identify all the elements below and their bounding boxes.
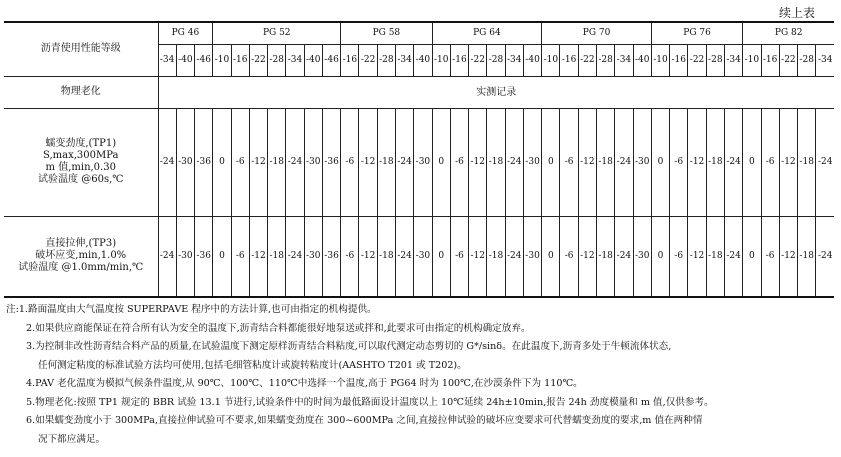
tension-value-cell: -36	[195, 216, 213, 297]
tension-value-cell: -12	[249, 216, 267, 297]
note-2: 2.如果供应商能保证在符合所有认为安全的温度下,沥青结合料都能很好地泵送或拌和,此要求可由指定的机构确定放弃。	[26, 322, 531, 334]
creep-value-cell: -12	[359, 108, 377, 216]
grade-pg70: PG 70	[542, 22, 652, 44]
creep-value-cell: -6	[231, 108, 249, 216]
tension-label-line: 破坏应变,min,1.0%	[35, 250, 127, 262]
grade-temp-cell: -22	[779, 44, 797, 76]
grade-temp-cell: -34	[158, 44, 176, 76]
tension-value-cell: 0	[542, 216, 560, 297]
note-6: 6.如果蠕变劲度小于 300MPa,直接拉伸试验可不要求,如果蠕变劲度在 300~600MPa 之间,直接拉伸试验的破坏应变要求可代替蠕变劲度的要求,m 值在两种情	[26, 415, 703, 426]
aging-value: 实测记录	[158, 76, 834, 108]
tension-value-cell: -18	[487, 216, 505, 297]
tension-value-cell: -6	[341, 216, 359, 297]
creep-value-cell: -6	[341, 108, 359, 216]
grade-temp-cell: -22	[688, 44, 706, 76]
creep-value-cell: -6	[761, 108, 779, 216]
tension-value-cell: -30	[414, 216, 432, 297]
grade-temp-cell: -22	[469, 44, 487, 76]
tension-value-cell: -6	[560, 216, 578, 297]
grade-temp-cell: -40	[176, 44, 194, 76]
grade-temp-cell: -16	[231, 44, 249, 76]
grade-temp-cell: -10	[651, 44, 669, 76]
tension-value-cell: -30	[523, 216, 541, 297]
grade-temp-cell: -10	[743, 44, 761, 76]
creep-value-cell: -24	[286, 108, 304, 216]
creep-value-cell: -12	[688, 108, 706, 216]
tension-value-cell: 0	[743, 216, 761, 297]
creep-value-cell: -6	[450, 108, 468, 216]
grade-name-row	[4, 22, 834, 44]
pg-grade-table	[4, 21, 834, 298]
tension-value-cell: -24	[816, 216, 834, 297]
tension-value-cell: -30	[176, 216, 194, 297]
notes-block	[6, 301, 836, 449]
aging-row	[4, 76, 834, 108]
grade-row-label: 沥青使用性能等级	[4, 22, 158, 76]
creep-value-cell: -24	[158, 108, 176, 216]
grade-temp-cell: -22	[359, 44, 377, 76]
tension-value-cell: -12	[578, 216, 596, 297]
grade-temp-cell: -40	[304, 44, 322, 76]
tension-value-cell: -6	[231, 216, 249, 297]
creep-value-cell: -24	[724, 108, 742, 216]
grade-temp-cell: -16	[761, 44, 779, 76]
grade-temp-cell: -16	[560, 44, 578, 76]
note-4: 4.PAV 老化温度为模拟气候条件温度,从 90℃、100℃、110℃中选择一个温度,高于 PG64 时为 100℃,在沙漠条件下为 110℃。	[26, 378, 583, 389]
grade-temp-cell: -46	[322, 44, 340, 76]
tension-value-cell: -6	[670, 216, 688, 297]
grade-temp-cell: -16	[450, 44, 468, 76]
tension-value-cell: 0	[651, 216, 669, 297]
tension-label-line: 试验温度 @1.0mm/min,℃	[18, 262, 144, 274]
grade-temp-cell: -34	[724, 44, 742, 76]
creep-value-cell: -24	[395, 108, 413, 216]
tension-value-cell: -24	[724, 216, 742, 297]
grade-temp-cell: -22	[578, 44, 596, 76]
tension-label-line: 直接拉伸,(TP3)	[45, 238, 117, 250]
creep-value-cell: -12	[779, 108, 797, 216]
grade-temp-cell: -16	[341, 44, 359, 76]
creep-value-cell: -24	[615, 108, 633, 216]
creep-row	[4, 108, 834, 216]
creep-value-cell: -12	[578, 108, 596, 216]
grade-temp-cell: -34	[816, 44, 834, 76]
creep-value-cell: -30	[523, 108, 541, 216]
creep-value-cell: 0	[213, 108, 231, 216]
grade-temp-cell: -10	[542, 44, 560, 76]
tension-value-cell: -24	[505, 216, 523, 297]
grade-temp-cell: -28	[268, 44, 286, 76]
note-5: 5.物理老化:按照 TP1 规定的 BBR 试验 13.1 节进行,试验条件中的时间为最低路面设计温度以上 10℃延续 24h±10min,报告 24h 劲度模量和 m 值,仅供参考。	[26, 396, 714, 408]
creep-value-cell: -30	[176, 108, 194, 216]
grade-pg46: PG 46	[158, 22, 213, 44]
grade-pg64: PG 64	[432, 22, 542, 44]
creep-value-cell: -12	[249, 108, 267, 216]
creep-value-cell: -30	[633, 108, 651, 216]
grade-pg58: PG 58	[341, 22, 432, 44]
tension-value-cell: -12	[359, 216, 377, 297]
grade-temp-cell: -10	[432, 44, 450, 76]
creep-value-cell: -36	[322, 108, 340, 216]
grade-temp-cell: -46	[195, 44, 213, 76]
note-1: 注:1.路面温度由大气温度按 SUPERPAVE 程序中的方法计算,也可由指定的机构提供。	[6, 304, 377, 315]
tension-value-cell: -12	[779, 216, 797, 297]
tension-value-cell: -18	[377, 216, 395, 297]
creep-value-cell: -6	[560, 108, 578, 216]
grade-pg82: PG 82	[743, 22, 834, 44]
creep-label	[4, 108, 158, 216]
tension-value-cell: -12	[688, 216, 706, 297]
tension-value-cell: 0	[213, 216, 231, 297]
tension-value-cell: -36	[322, 216, 340, 297]
grade-temp-cell: -28	[487, 44, 505, 76]
tension-value-cell: -18	[798, 216, 816, 297]
grade-temp-cell: -28	[706, 44, 724, 76]
creep-value-cell: -18	[597, 108, 615, 216]
creep-value-cell: 0	[651, 108, 669, 216]
grade-temp-cell: -10	[213, 44, 231, 76]
grade-pg76: PG 76	[651, 22, 742, 44]
creep-label-line: 试验温度 @60s,℃	[38, 174, 124, 185]
creep-label-line: S,max,300MPa	[42, 150, 119, 161]
note-3-continued: 任何测定粘度的标准试验方法均可使用,包括毛细管粘度计或旋转粘度计(AASHTO T201 或 T202)。	[38, 359, 467, 371]
creep-label-line: 蠕变劲度,(TP1)	[45, 138, 117, 149]
tension-value-cell: -18	[706, 216, 724, 297]
tension-value-cell: -6	[450, 216, 468, 297]
grade-temp-cell: -40	[633, 44, 651, 76]
grade-temp-cell: -40	[523, 44, 541, 76]
tension-label	[4, 216, 158, 297]
tension-value-cell: -24	[615, 216, 633, 297]
tension-row	[4, 216, 834, 297]
grade-temp-cell: -34	[395, 44, 413, 76]
grade-temp-cell: -34	[615, 44, 633, 76]
creep-label-line: m 值,min,0.30	[45, 162, 116, 173]
creep-value-cell: -18	[268, 108, 286, 216]
tension-value-cell: -24	[395, 216, 413, 297]
creep-value-cell: -30	[304, 108, 322, 216]
continued-label: 续上表	[778, 6, 815, 20]
note-3: 3.为控制非改性沥青结合料产品的质量,在试验温度下测定原样沥青结合料粘度,可以取代测定动态剪切的 G*/sinδ。在此温度下,沥青多处于牛顿流体状态,	[26, 341, 672, 352]
grade-temp-cell: -34	[286, 44, 304, 76]
grade-temp-cell: -34	[505, 44, 523, 76]
creep-value-cell: -36	[195, 108, 213, 216]
creep-value-cell: 0	[542, 108, 560, 216]
tension-value-cell: -18	[268, 216, 286, 297]
aging-label: 物理老化	[4, 76, 158, 108]
creep-value-cell: -24	[816, 108, 834, 216]
tension-value-cell: -24	[158, 216, 176, 297]
tension-value-cell: -30	[304, 216, 322, 297]
grade-temp-cell: -28	[377, 44, 395, 76]
creep-value-cell: -30	[414, 108, 432, 216]
grade-pg52: PG 52	[213, 22, 341, 44]
tension-value-cell: -6	[761, 216, 779, 297]
creep-value-cell: -18	[487, 108, 505, 216]
tension-value-cell: -30	[633, 216, 651, 297]
creep-value-cell: -6	[670, 108, 688, 216]
creep-value-cell: 0	[432, 108, 450, 216]
creep-value-cell: -18	[706, 108, 724, 216]
creep-value-cell: -18	[798, 108, 816, 216]
grade-temp-cell: -28	[798, 44, 816, 76]
tension-value-cell: -18	[597, 216, 615, 297]
tension-value-cell: -24	[286, 216, 304, 297]
note-6-continued: 况下都应满足。	[38, 433, 106, 445]
grade-temp-cell: -28	[597, 44, 615, 76]
grade-temp-cell: -40	[414, 44, 432, 76]
grade-temp-cell: -16	[670, 44, 688, 76]
tension-value-cell: -12	[469, 216, 487, 297]
creep-value-cell: 0	[743, 108, 761, 216]
grade-temp-cell: -22	[249, 44, 267, 76]
creep-value-cell: -24	[505, 108, 523, 216]
tension-value-cell: 0	[432, 216, 450, 297]
creep-value-cell: -12	[469, 108, 487, 216]
creep-value-cell: -18	[377, 108, 395, 216]
